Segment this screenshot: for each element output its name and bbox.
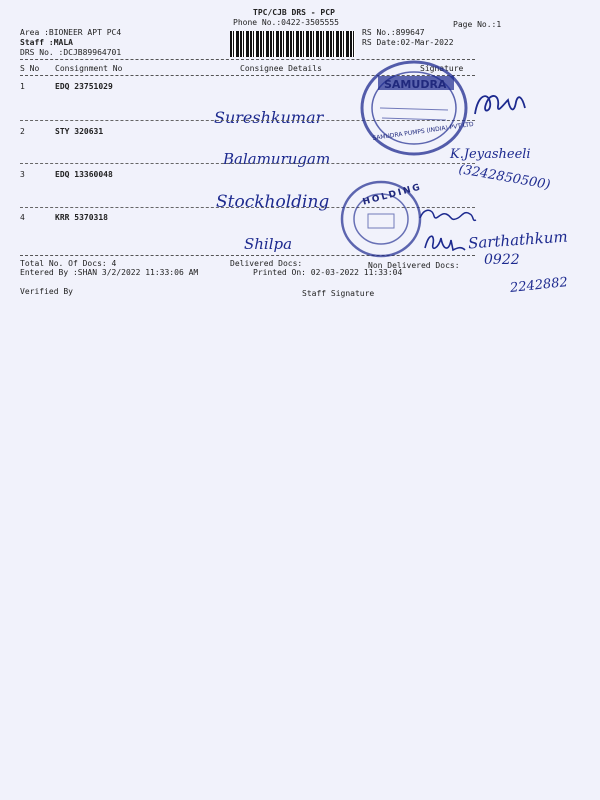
row-divider: [20, 163, 475, 164]
handwritten-name: K.Jeyasheeli: [450, 147, 531, 162]
row-consignment-no: KRR 5370318: [55, 213, 108, 222]
non-delivered-docs: Non Delivered Docs:: [368, 261, 460, 270]
handwritten-number: 0922: [484, 252, 520, 268]
handwritten-number: (3242850500): [457, 162, 552, 193]
samudra-stamp-text: SAMUDRA: [384, 78, 447, 91]
phone-number: Phone No.:0422-3505555: [233, 18, 339, 27]
consignee-handwritten: Stockholding: [216, 192, 330, 212]
row-consignment-no: EDQ 23751029: [55, 82, 113, 91]
staff-signature: Staff Signature: [302, 289, 375, 298]
row-consignment-no: STY 320631: [55, 127, 104, 136]
row-sno: 2: [20, 127, 25, 136]
printed-on: Printed On: 02-03-2022 11:33:04: [253, 268, 403, 277]
page-number: Page No.:1: [453, 20, 502, 29]
staff-field: Staff :MALA: [20, 38, 73, 47]
sheet-title: TPC/CJB DRS - PCP: [253, 8, 335, 17]
delivered-docs: Delivered Docs:: [230, 259, 303, 268]
area-field: Area :BIONEER APT PC4: [20, 28, 122, 37]
row-sno: 1: [20, 82, 25, 91]
col-header-consignment: Consignment No: [55, 64, 123, 73]
rs-date: RS Date:02-Mar-2022: [362, 38, 454, 47]
samudra-stamp: [358, 58, 474, 158]
handwritten-number: 2242882: [509, 275, 569, 296]
handwritten-name: Sarthathkum: [467, 227, 569, 253]
rs-number: RS No.:899647: [362, 28, 425, 37]
entered-by: Entered By :SHAN 3/2/2022 11:33:06 AM: [20, 268, 199, 277]
col-header-consignee: Consignee Details: [240, 64, 322, 73]
signature-1: [470, 84, 530, 124]
signature-4: [423, 230, 467, 254]
col-header-signature: Signature: [420, 64, 464, 73]
total-docs: Total No. Of Docs: 4: [20, 259, 117, 268]
drs-number: DRS No. :DCJB89964701: [20, 48, 122, 57]
signature-3: [418, 202, 478, 226]
verified-by: Verified By: [20, 287, 73, 296]
samudra-stamp-subtext: SAMUDRA PUMPS (INDIA) PVT LTD: [372, 120, 475, 143]
col-header-sno: S No: [20, 64, 40, 73]
consignee-handwritten: Shilpa: [244, 235, 293, 253]
barcode: [230, 31, 355, 57]
consignee-handwritten: Balamurugam: [223, 150, 331, 168]
holding-stamp-text: HOLDING: [361, 182, 423, 208]
consignee-handwritten: Sureshkumar: [214, 108, 324, 127]
row-consignment-no: EDQ 13360048: [55, 170, 113, 179]
row-sno: 3: [20, 170, 25, 179]
row-sno: 4: [20, 213, 25, 222]
